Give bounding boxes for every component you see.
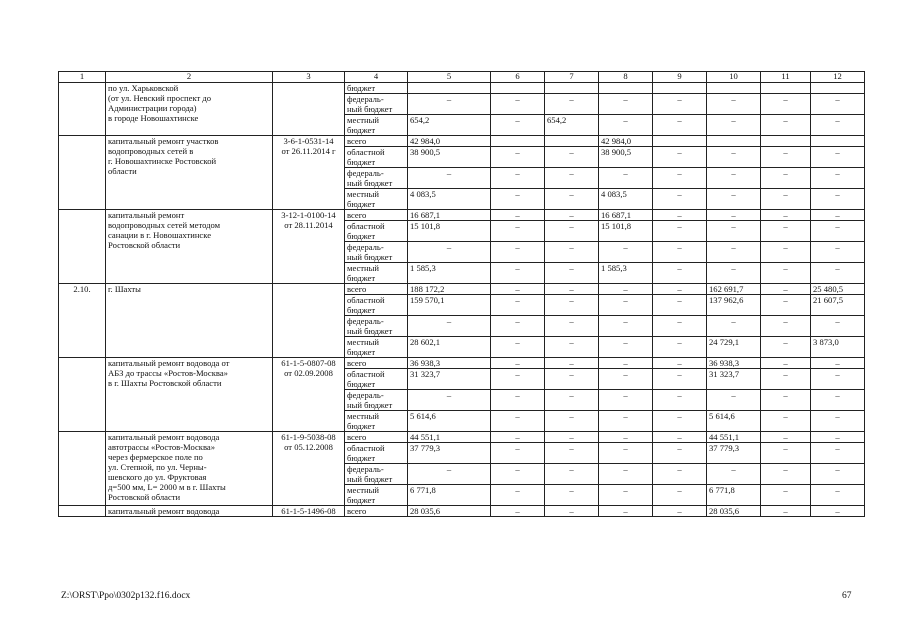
value-cell-col-12: 21 607,5	[811, 295, 865, 316]
object-name-cell: капитальный ремонт водопроводных сетей методом санации в г. Новошахтинске Ростовской области	[106, 210, 273, 284]
value-cell-col-10: 5 614,6	[707, 411, 761, 432]
item-number-cell	[59, 136, 106, 210]
table-row	[59, 136, 865, 147]
value-cell-col-6: –	[491, 284, 545, 295]
value-cell-col-7: –	[545, 390, 599, 411]
item-number-cell	[59, 210, 106, 284]
value-cell-col-5: –	[408, 316, 491, 337]
value-cell-col-6: –	[491, 242, 545, 263]
value-cell-col-6: –	[491, 337, 545, 358]
value-cell-col-9: –	[653, 221, 707, 242]
value-cell-col-5: 28 035,6	[408, 506, 491, 517]
value-cell-col-9: –	[653, 464, 707, 485]
value-cell-col-9: –	[653, 242, 707, 263]
value-cell-col-6: –	[491, 369, 545, 390]
value-cell-col-5: –	[408, 242, 491, 263]
value-cell-col-9: –	[653, 147, 707, 168]
value-cell-col-5: 4 083,5	[408, 189, 491, 210]
value-cell-col-7: –	[545, 464, 599, 485]
value-cell-col-11: –	[761, 210, 811, 221]
value-cell-col-11: –	[761, 115, 811, 136]
value-cell-col-6: –	[491, 115, 545, 136]
value-cell-col-7: –	[545, 358, 599, 369]
value-cell-col-5: 36 938,3	[408, 358, 491, 369]
value-cell-col-10: 6 771,8	[707, 485, 761, 506]
column-number-1: 1	[59, 72, 106, 83]
value-cell-col-12: –	[811, 432, 865, 443]
table-row	[59, 358, 865, 369]
column-number-5: 5	[408, 72, 491, 83]
value-cell-col-8: –	[599, 316, 653, 337]
value-cell-col-9: –	[653, 94, 707, 115]
value-cell-col-7: –	[545, 221, 599, 242]
value-cell-col-5: 15 101,8	[408, 221, 491, 242]
column-number-7: 7	[545, 72, 599, 83]
value-cell-col-8: –	[599, 295, 653, 316]
budget-source-cell: федераль- ный бюджет	[345, 464, 408, 485]
value-cell-col-12: –	[811, 94, 865, 115]
budget-source-cell: федераль- ный бюджет	[345, 168, 408, 189]
value-cell-col-5: 42 984,0	[408, 136, 491, 147]
column-number-12: 12	[811, 72, 865, 83]
value-cell-col-12: 3 873,0	[811, 337, 865, 358]
value-cell-col-12: 25 480,5	[811, 284, 865, 295]
value-cell-col-11: –	[761, 242, 811, 263]
value-cell-col-9: –	[653, 284, 707, 295]
value-cell-col-5: 38 900,5	[408, 147, 491, 168]
value-cell-col-9	[653, 136, 707, 147]
value-cell-col-6: –	[491, 443, 545, 464]
value-cell-col-5: 16 687,1	[408, 210, 491, 221]
value-cell-col-6	[491, 136, 545, 147]
value-cell-col-8: 16 687,1	[599, 210, 653, 221]
value-cell-col-10	[707, 136, 761, 147]
value-cell-col-12: –	[811, 189, 865, 210]
table-row	[59, 284, 865, 295]
document-ref-cell: 61-1-9-5038-08 от 05.12.2008	[273, 432, 345, 506]
value-cell-col-5: 5 614,6	[408, 411, 491, 432]
budget-table	[58, 71, 865, 517]
value-cell-col-10: 36 938,3	[707, 358, 761, 369]
value-cell-col-12: –	[811, 506, 865, 517]
value-cell-col-9: –	[653, 358, 707, 369]
table-row	[59, 506, 865, 517]
value-cell-col-10: –	[707, 221, 761, 242]
value-cell-col-7: –	[545, 189, 599, 210]
column-number-8: 8	[599, 72, 653, 83]
value-cell-col-11: –	[761, 390, 811, 411]
value-cell-col-9: –	[653, 390, 707, 411]
value-cell-col-10: 31 323,7	[707, 369, 761, 390]
item-number-cell	[59, 506, 106, 517]
budget-source-cell: всего	[345, 284, 408, 295]
value-cell-col-10: –	[707, 94, 761, 115]
value-cell-col-12: –	[811, 221, 865, 242]
value-cell-col-10: –	[707, 168, 761, 189]
value-cell-col-11: –	[761, 94, 811, 115]
value-cell-col-7: –	[545, 168, 599, 189]
value-cell-col-11: –	[761, 168, 811, 189]
value-cell-col-12: –	[811, 464, 865, 485]
value-cell-col-9: –	[653, 411, 707, 432]
value-cell-col-8: –	[599, 284, 653, 295]
value-cell-col-5: 159 570,1	[408, 295, 491, 316]
value-cell-col-7: –	[545, 284, 599, 295]
value-cell-col-6: –	[491, 189, 545, 210]
value-cell-col-5: 1 585,3	[408, 263, 491, 284]
value-cell-col-11: –	[761, 506, 811, 517]
value-cell-col-5: 28 602,1	[408, 337, 491, 358]
value-cell-col-8: –	[599, 115, 653, 136]
value-cell-col-6: –	[491, 316, 545, 337]
value-cell-col-10: 37 779,3	[707, 443, 761, 464]
value-cell-col-10: 44 551,1	[707, 432, 761, 443]
value-cell-col-9: –	[653, 295, 707, 316]
budget-source-cell: федераль- ный бюджет	[345, 316, 408, 337]
value-cell-col-8: 4 083,5	[599, 189, 653, 210]
value-cell-col-8: 42 984,0	[599, 136, 653, 147]
value-cell-col-7: –	[545, 295, 599, 316]
value-cell-col-10: –	[707, 316, 761, 337]
object-name-cell: капитальный ремонт участков водопроводных сетей в г. Новошахтинске Ростовской области	[106, 136, 273, 210]
value-cell-col-11: –	[761, 221, 811, 242]
budget-source-cell: областной бюджет	[345, 221, 408, 242]
value-cell-col-11	[761, 136, 811, 147]
value-cell-col-6	[491, 83, 545, 94]
value-cell-col-10: –	[707, 390, 761, 411]
value-cell-col-7: –	[545, 147, 599, 168]
column-number-2: 2	[106, 72, 273, 83]
value-cell-col-5: –	[408, 464, 491, 485]
budget-source-cell: местный бюджет	[345, 485, 408, 506]
value-cell-col-10: 137 962,6	[707, 295, 761, 316]
value-cell-col-12	[811, 83, 865, 94]
budget-source-cell: местный бюджет	[345, 263, 408, 284]
value-cell-col-6: –	[491, 358, 545, 369]
value-cell-col-5: 188 172,2	[408, 284, 491, 295]
table-row	[59, 432, 865, 443]
value-cell-col-6: –	[491, 506, 545, 517]
value-cell-col-7: –	[545, 263, 599, 284]
object-name-cell: по ул. Харьковской (от ул. Невский проспект до Администрации города) в городе Новошахтинске	[106, 83, 273, 136]
value-cell-col-11	[761, 83, 811, 94]
value-cell-col-11: –	[761, 464, 811, 485]
column-number-11: 11	[761, 72, 811, 83]
value-cell-col-5: –	[408, 390, 491, 411]
value-cell-col-5: 37 779,3	[408, 443, 491, 464]
page-number: 67	[842, 591, 852, 601]
document-ref-cell: 61-1-5-0807-08 от 02.09.2008	[273, 358, 345, 432]
budget-source-cell: областной бюджет	[345, 147, 408, 168]
value-cell-col-6: –	[491, 390, 545, 411]
value-cell-col-9: –	[653, 443, 707, 464]
budget-source-cell: федераль- ный бюджет	[345, 94, 408, 115]
value-cell-col-8: –	[599, 337, 653, 358]
value-cell-col-7: –	[545, 411, 599, 432]
value-cell-col-11: –	[761, 189, 811, 210]
budget-source-cell: всего	[345, 136, 408, 147]
value-cell-col-12: –	[811, 168, 865, 189]
object-name-cell: капитальный ремонт водовода	[106, 506, 273, 517]
value-cell-col-6: –	[491, 432, 545, 443]
document-ref-cell: 3-12-1-0100-14 от 28.11.2014	[273, 210, 345, 284]
value-cell-col-12: –	[811, 369, 865, 390]
column-number-4: 4	[345, 72, 408, 83]
value-cell-col-7: –	[545, 94, 599, 115]
value-cell-col-7: –	[545, 242, 599, 263]
column-number-row	[59, 72, 865, 83]
value-cell-col-6: –	[491, 263, 545, 284]
value-cell-col-7	[545, 83, 599, 94]
value-cell-col-8: –	[599, 168, 653, 189]
budget-source-cell: федераль- ный бюджет	[345, 390, 408, 411]
budget-source-cell: областной бюджет	[345, 369, 408, 390]
column-number-10: 10	[707, 72, 761, 83]
value-cell-col-9: –	[653, 369, 707, 390]
value-cell-col-7: –	[545, 485, 599, 506]
value-cell-col-10: 28 035,6	[707, 506, 761, 517]
value-cell-col-8: –	[599, 464, 653, 485]
value-cell-col-9: –	[653, 337, 707, 358]
value-cell-col-7: –	[545, 316, 599, 337]
value-cell-col-8: 38 900,5	[599, 147, 653, 168]
value-cell-col-8: –	[599, 369, 653, 390]
value-cell-col-10: 24 729,1	[707, 337, 761, 358]
item-number-cell	[59, 432, 106, 506]
table-row	[59, 210, 865, 221]
value-cell-col-12: –	[811, 115, 865, 136]
value-cell-col-8: –	[599, 432, 653, 443]
value-cell-col-7: –	[545, 432, 599, 443]
file-path-footer: Z:\ORST\Ppo\0302p132.f16.docx	[61, 591, 191, 601]
value-cell-col-9: –	[653, 168, 707, 189]
budget-source-cell: областной бюджет	[345, 443, 408, 464]
value-cell-col-8: –	[599, 443, 653, 464]
value-cell-col-11: –	[761, 263, 811, 284]
value-cell-col-8: –	[599, 358, 653, 369]
value-cell-col-5: 31 323,7	[408, 369, 491, 390]
value-cell-col-5: 654,2	[408, 115, 491, 136]
budget-source-cell: местный бюджет	[345, 115, 408, 136]
budget-source-cell: местный бюджет	[345, 411, 408, 432]
value-cell-col-11: –	[761, 358, 811, 369]
value-cell-col-6: –	[491, 147, 545, 168]
object-name-cell: капитальный ремонт водовода автотрассы «Ростов-Москва» через фермерское поле по ул. Степной, по ул. Черны- шевского до ул. Фруктовая д=500 мм, L= 2000 м в г. Шахты Ростовской области	[106, 432, 273, 506]
value-cell-col-7: –	[545, 210, 599, 221]
column-number-9: 9	[653, 72, 707, 83]
value-cell-col-10: –	[707, 210, 761, 221]
value-cell-col-10: –	[707, 147, 761, 168]
value-cell-col-11: –	[761, 369, 811, 390]
table-row	[59, 83, 865, 94]
value-cell-col-8: –	[599, 94, 653, 115]
value-cell-col-5: –	[408, 168, 491, 189]
value-cell-col-6: –	[491, 485, 545, 506]
value-cell-col-12: –	[811, 210, 865, 221]
value-cell-col-11: –	[761, 295, 811, 316]
value-cell-col-8: –	[599, 242, 653, 263]
document-ref-cell: 3-6-1-0531-14 от 26.11.2014 г	[273, 136, 345, 210]
value-cell-col-11: –	[761, 337, 811, 358]
value-cell-col-12: –	[811, 411, 865, 432]
value-cell-col-5	[408, 83, 491, 94]
value-cell-col-9: –	[653, 210, 707, 221]
value-cell-col-10: –	[707, 464, 761, 485]
value-cell-col-9: –	[653, 485, 707, 506]
value-cell-col-6: –	[491, 210, 545, 221]
value-cell-col-7: –	[545, 337, 599, 358]
budget-source-cell: всего	[345, 506, 408, 517]
value-cell-col-9: –	[653, 115, 707, 136]
value-cell-col-11: –	[761, 147, 811, 168]
value-cell-col-12: –	[811, 390, 865, 411]
value-cell-col-10: –	[707, 189, 761, 210]
value-cell-col-10: –	[707, 115, 761, 136]
budget-source-cell: бюджет	[345, 83, 408, 94]
value-cell-col-8	[599, 83, 653, 94]
budget-source-cell: всего	[345, 210, 408, 221]
value-cell-col-8: –	[599, 390, 653, 411]
column-number-3: 3	[273, 72, 345, 83]
document-ref-cell: 61-1-5-1496-08	[273, 506, 345, 517]
item-number-cell	[59, 358, 106, 432]
document-ref-cell	[273, 284, 345, 358]
value-cell-col-6: –	[491, 94, 545, 115]
value-cell-col-5: 6 771,8	[408, 485, 491, 506]
value-cell-col-10	[707, 83, 761, 94]
value-cell-col-9: –	[653, 506, 707, 517]
value-cell-col-8: –	[599, 485, 653, 506]
value-cell-col-9	[653, 83, 707, 94]
value-cell-col-8: –	[599, 506, 653, 517]
value-cell-col-12: –	[811, 242, 865, 263]
value-cell-col-10: 162 691,7	[707, 284, 761, 295]
document-ref-cell	[273, 83, 345, 136]
value-cell-col-9: –	[653, 316, 707, 337]
value-cell-col-11: –	[761, 411, 811, 432]
value-cell-col-12: –	[811, 263, 865, 284]
value-cell-col-6: –	[491, 464, 545, 485]
value-cell-col-8: 15 101,8	[599, 221, 653, 242]
value-cell-col-11: –	[761, 432, 811, 443]
value-cell-col-8: –	[599, 411, 653, 432]
value-cell-col-12	[811, 136, 865, 147]
value-cell-col-8: 1 585,3	[599, 263, 653, 284]
budget-source-cell: всего	[345, 358, 408, 369]
value-cell-col-6: –	[491, 411, 545, 432]
value-cell-col-10: –	[707, 242, 761, 263]
value-cell-col-12: –	[811, 485, 865, 506]
value-cell-col-7: 654,2	[545, 115, 599, 136]
object-name-cell: г. Шахты	[106, 284, 273, 358]
value-cell-col-7	[545, 136, 599, 147]
value-cell-col-11: –	[761, 485, 811, 506]
value-cell-col-11: –	[761, 284, 811, 295]
object-name-cell: капитальный ремонт водовода от АБЗ до трассы «Ростов-Москва» в г. Шахты Ростовской области	[106, 358, 273, 432]
value-cell-col-7: –	[545, 443, 599, 464]
value-cell-col-10: –	[707, 263, 761, 284]
value-cell-col-12: –	[811, 316, 865, 337]
value-cell-col-5: 44 551,1	[408, 432, 491, 443]
value-cell-col-5: –	[408, 94, 491, 115]
column-number-6: 6	[491, 72, 545, 83]
value-cell-col-6: –	[491, 221, 545, 242]
value-cell-col-6: –	[491, 168, 545, 189]
value-cell-col-7: –	[545, 506, 599, 517]
value-cell-col-9: –	[653, 432, 707, 443]
value-cell-col-12: –	[811, 147, 865, 168]
value-cell-col-9: –	[653, 189, 707, 210]
value-cell-col-7: –	[545, 369, 599, 390]
value-cell-col-11: –	[761, 316, 811, 337]
value-cell-col-9: –	[653, 263, 707, 284]
budget-source-cell: всего	[345, 432, 408, 443]
item-number-cell	[59, 83, 106, 136]
value-cell-col-12: –	[811, 358, 865, 369]
budget-source-cell: областной бюджет	[345, 295, 408, 316]
budget-source-cell: местный бюджет	[345, 189, 408, 210]
budget-source-cell: местный бюджет	[345, 337, 408, 358]
value-cell-col-6: –	[491, 295, 545, 316]
budget-source-cell: федераль- ный бюджет	[345, 242, 408, 263]
value-cell-col-11: –	[761, 443, 811, 464]
item-number-cell: 2.10.	[59, 284, 106, 358]
value-cell-col-12: –	[811, 443, 865, 464]
